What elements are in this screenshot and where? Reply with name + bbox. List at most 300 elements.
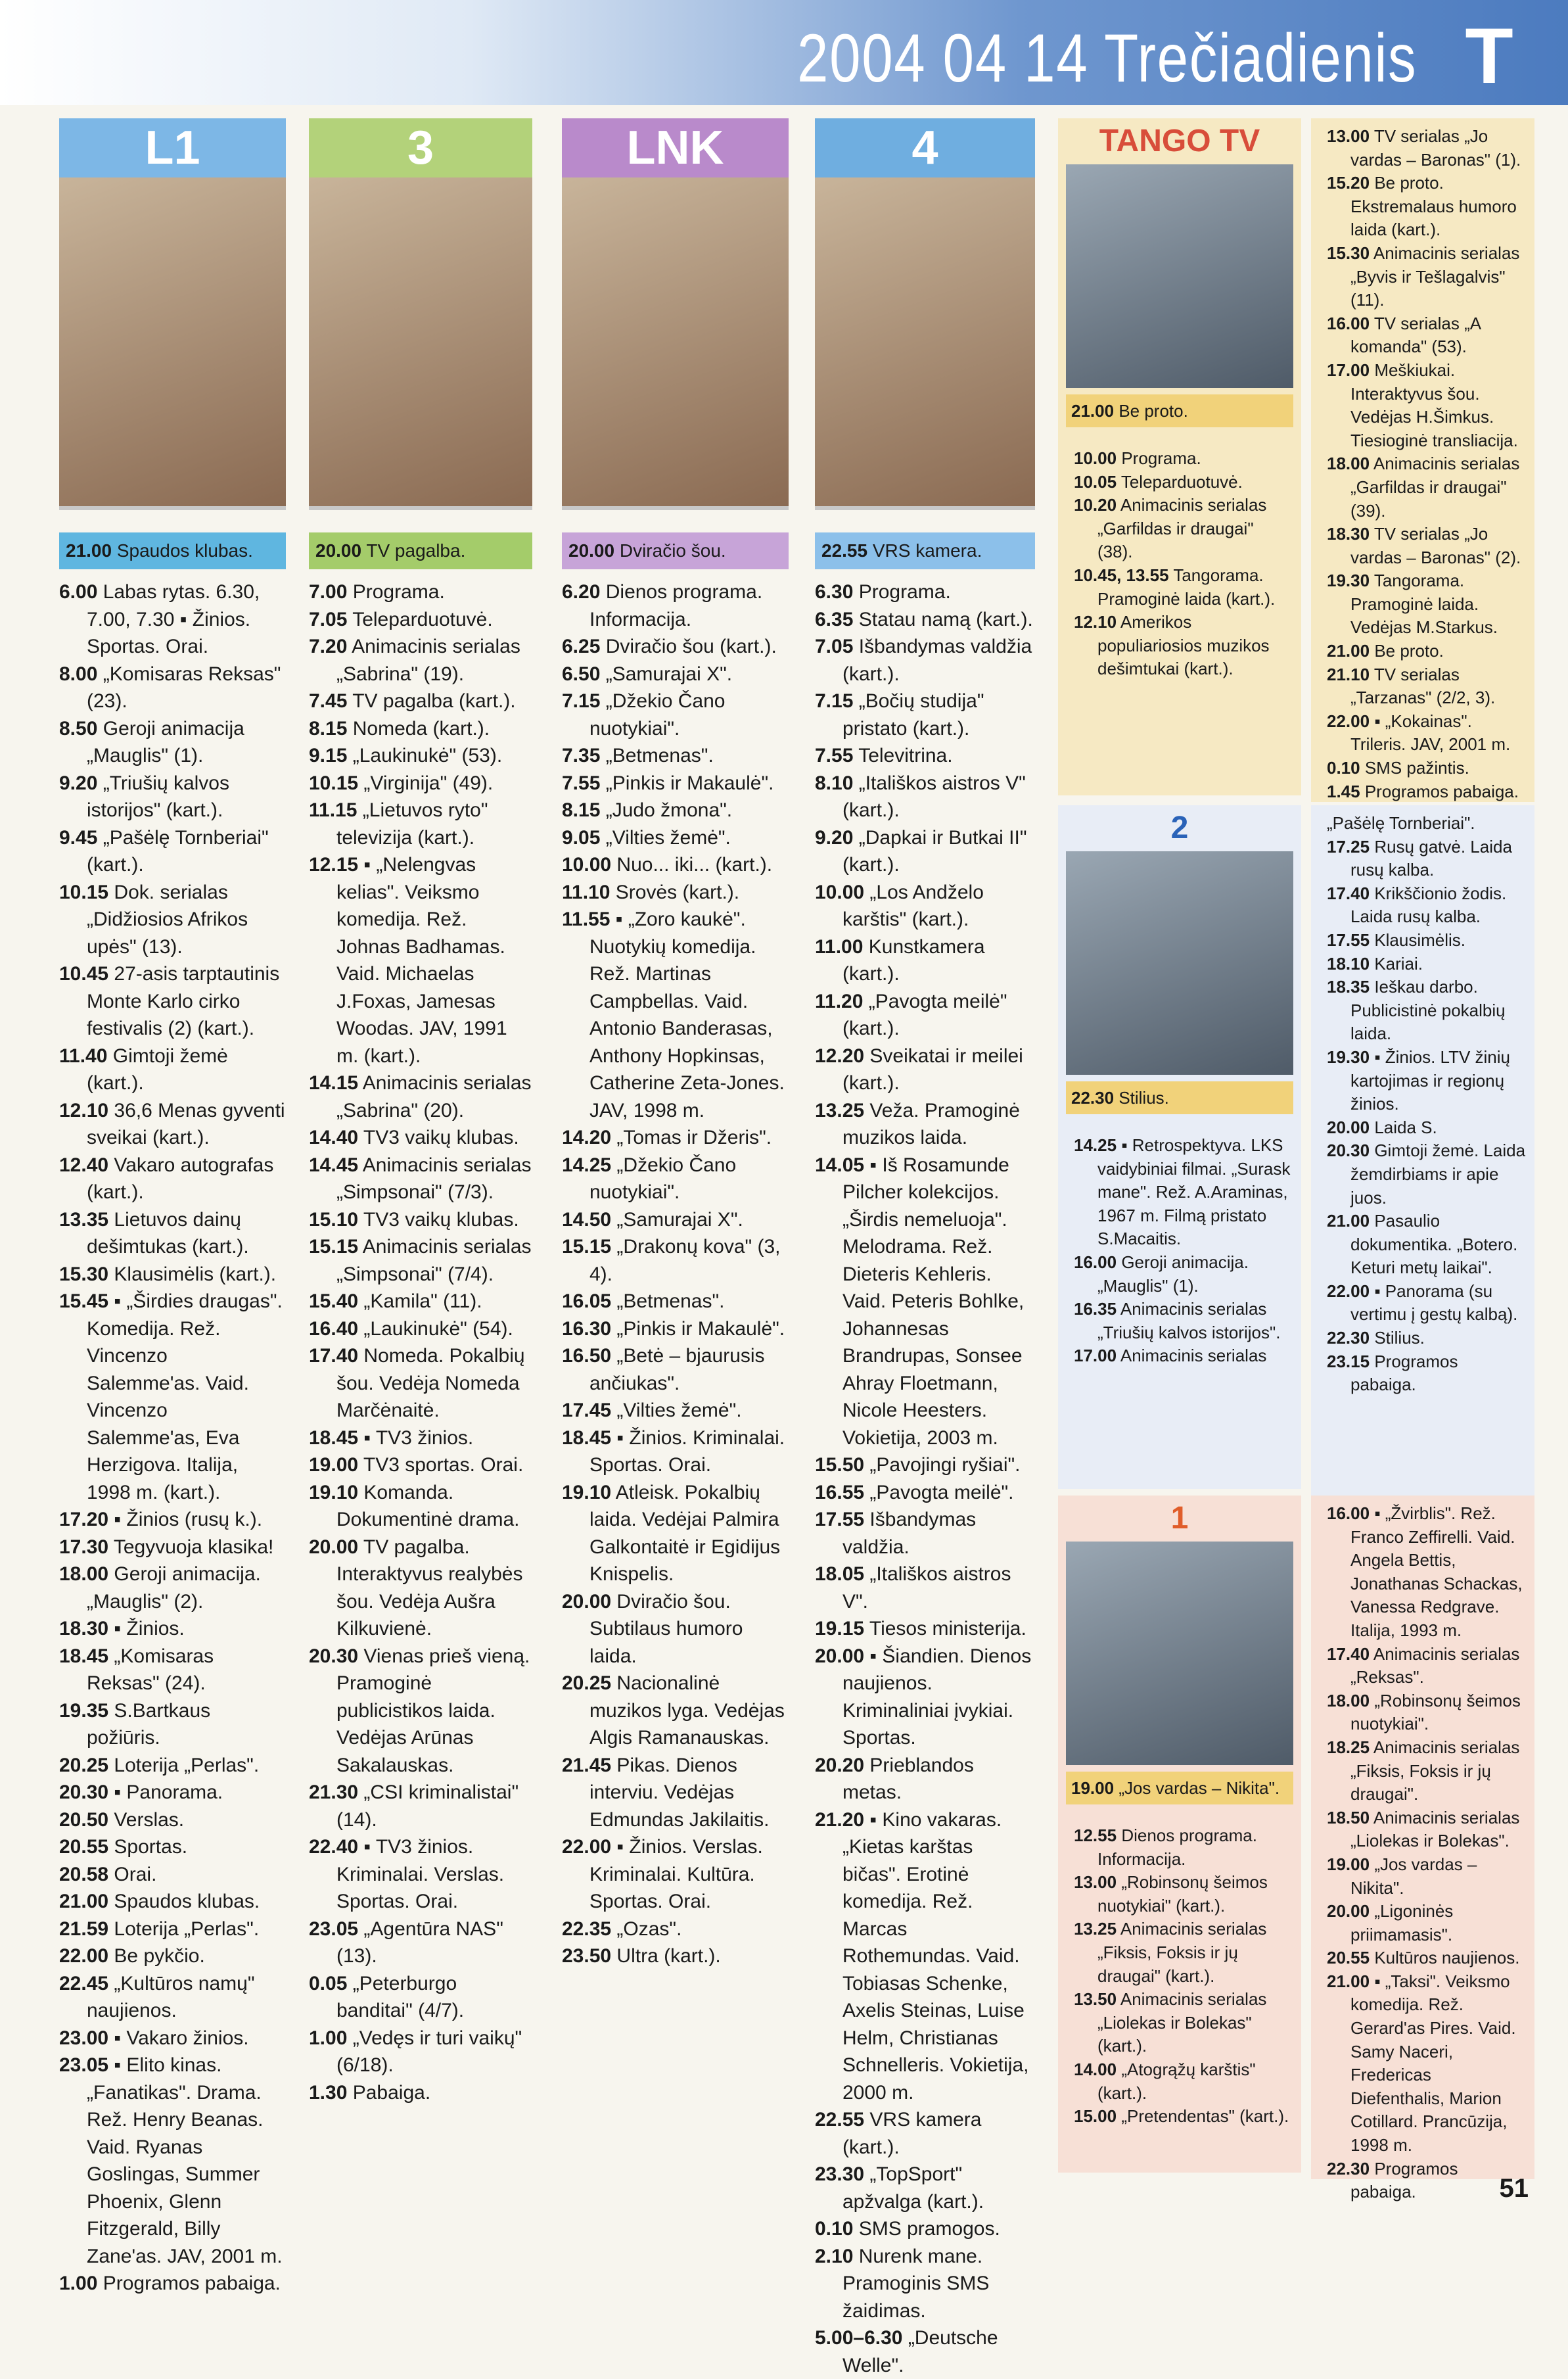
program-item <box>562 797 789 824</box>
program-title: Nomeda (kart.). <box>352 717 490 740</box>
program-item <box>309 1916 532 1970</box>
program-item <box>309 1233 532 1288</box>
caption-time: 21.00 <box>66 540 112 561</box>
program-item <box>1327 1046 1527 1116</box>
program-item <box>1327 312 1527 359</box>
program-item <box>1327 929 1527 953</box>
program-time: 1.30 <box>309 2081 348 2104</box>
channel-logo: 4 <box>911 122 938 174</box>
program-time: 7.05 <box>309 608 348 630</box>
program-item <box>59 1970 286 2025</box>
program-title: „Jos vardas – Nikita". <box>1350 1854 1477 1898</box>
program-time: 20.30 <box>59 1781 109 1803</box>
caption-text: VRS kamera. <box>872 540 982 561</box>
program-item <box>309 1124 532 1152</box>
program-item <box>59 2025 286 2052</box>
caption-time: 22.55 <box>821 540 868 561</box>
program-title: ▪ Žinios. Kriminalai. Sportas. Orai. <box>589 1426 785 1476</box>
program-item <box>59 879 286 961</box>
program-time: 11.00 <box>815 935 864 958</box>
program-time: 16.00 <box>1074 1252 1117 1272</box>
program-title: Klausimėlis (kart.). <box>114 1263 277 1285</box>
program-time: 22.40 <box>309 1836 359 1858</box>
program-time: 14.50 <box>562 1208 612 1231</box>
program-title: „Pinkis ir Makaulė". <box>605 772 774 794</box>
program-time: 13.25 <box>1074 1919 1117 1939</box>
program-item <box>815 879 1035 933</box>
day-letter-badge: T <box>1465 12 1513 100</box>
program-item <box>1327 953 1527 976</box>
program-item <box>562 879 789 907</box>
program-time: 15.10 <box>309 1208 359 1231</box>
program-title: ▪ TV3 žinios. <box>363 1426 474 1449</box>
program-time: 10.15 <box>59 881 109 903</box>
program-item <box>309 1643 532 1779</box>
program-time: 23.00 <box>59 2027 109 2049</box>
program-title: Dienos programa. Informacija. <box>589 581 763 630</box>
program-item <box>59 1152 286 1206</box>
program-title: „Robinsonų šeimos nuotykiai". <box>1350 1690 1521 1734</box>
program-time: 6.00 <box>59 581 98 603</box>
channel-photo <box>59 177 286 510</box>
program-title: „Judo žmona". <box>605 799 733 821</box>
program-title: „Pavogta meilė". <box>869 1481 1014 1503</box>
program-item <box>1327 1327 1527 1350</box>
program-time: 7.45 <box>309 690 348 712</box>
program-time: 19.15 <box>815 1618 865 1639</box>
program-title: Krikščionio žodis. Laida rusų kalba. <box>1350 883 1507 927</box>
program-title: Nurenk mane. Pramoginis SMS žaidimas. <box>842 2245 990 2322</box>
program-title: Programa. <box>352 581 445 603</box>
channel-photo <box>1066 164 1293 388</box>
program-title: ▪ Panorama (su vertimu į gestų kalbą). <box>1350 1281 1518 1325</box>
program-item <box>562 851 789 879</box>
program-item <box>309 2079 532 2107</box>
program-item <box>1327 1736 1527 1806</box>
program-time: 22.00 <box>562 1836 612 1858</box>
program-item <box>1327 1116 1527 1140</box>
program-time: 12.20 <box>815 1045 865 1067</box>
program-title: „Kultūros namų" naujienos. <box>87 1972 255 2021</box>
program-title: ▪ Iš Rosamunde Pilcher kolekcijos. „Širdis nemeluoja". Melodrama. Rež. Dieteris Kehleris. Vaid. Peteris Bohlke, Johannesas Brandrupas, Sonsee Ahray Floetmann, Nicole Heesters. Vokietija, 2003 m. <box>842 1154 1025 1449</box>
program-title: ▪ TV3 žinios. Kriminalai. Verslas. Sportas. Orai. <box>336 1836 505 1912</box>
caption-text: Dviračio šou. <box>619 540 726 561</box>
program-time: 18.00 <box>1327 1690 1370 1710</box>
program-title: Klausimėlis. <box>1374 930 1466 950</box>
program-title: „Pinkis ir Makaulė". <box>616 1317 785 1340</box>
program-item <box>309 1479 532 1534</box>
program-item <box>1327 836 1527 882</box>
program-time: 7.55 <box>815 745 854 766</box>
program-time: 9.20 <box>59 772 98 794</box>
program-time: 13.00 <box>1327 126 1370 146</box>
program-title: TV3 vaikų klubas. <box>363 1127 519 1148</box>
program-item <box>1327 569 1527 640</box>
channel-logo-bar <box>309 118 532 177</box>
program-item <box>59 2052 286 2270</box>
channel-logo: LNK <box>626 122 724 174</box>
program-time: 16.50 <box>562 1345 612 1367</box>
program-item <box>562 1752 789 1834</box>
caption-text: Spaudos klubas. <box>116 540 253 561</box>
program-item <box>309 1451 532 1479</box>
program-title: Animacinis serialas „Fiksis, Foksis ir jų draugai". <box>1350 1737 1520 1804</box>
program-item <box>1327 882 1527 929</box>
program-title: Animacinis serialas „Liolekas ir Bolekas" (kart.). <box>1097 1989 1267 2056</box>
program-time: 21.59 <box>59 1918 109 1940</box>
caption-time: 22.30 <box>1071 1088 1115 1108</box>
program-item <box>1074 1344 1293 1368</box>
program-title: SMS pažintis. <box>1364 758 1469 778</box>
program-item <box>59 1534 286 1561</box>
program-time: 16.40 <box>309 1317 359 1340</box>
program-item <box>815 578 1035 606</box>
photo-caption <box>562 532 789 569</box>
program-item <box>1074 611 1293 681</box>
program-time: 7.20 <box>309 636 348 657</box>
program-title: ▪ Žinios. <box>114 1618 185 1639</box>
program-title: „Triušių kalvos istorijos" (kart.). <box>87 772 229 821</box>
program-item <box>59 1206 286 1261</box>
program-time: 16.30 <box>562 1317 612 1340</box>
program-title: Programos pabaiga. <box>1350 2158 1458 2202</box>
caption-time: 20.00 <box>315 540 362 561</box>
program-time: 22.00 <box>59 1945 109 1967</box>
program-time: 12.10 <box>59 1099 109 1121</box>
program-time: 21.10 <box>1327 664 1370 684</box>
program-item <box>815 1752 1035 1806</box>
program-title: TV pagalba. Interaktyvus realybės šou. Vedėja Aušra Kilkuvienė. <box>336 1536 523 1639</box>
program-time: 10.20 <box>1074 495 1117 515</box>
program-title: Spaudos klubas. <box>114 1891 260 1912</box>
program-title: Animacinis serialas „Sabrina" (20). <box>336 1072 532 1121</box>
program-time: 9.15 <box>309 745 348 766</box>
program-item <box>815 1043 1035 1097</box>
program-item <box>1327 812 1527 836</box>
program-time: 18.10 <box>1327 953 1370 974</box>
program-time: 23.05 <box>59 2054 109 2076</box>
page-number: 51 <box>1499 2174 1529 2203</box>
program-list <box>562 578 789 1970</box>
program-item <box>309 770 532 797</box>
program-list <box>1327 1502 1527 2204</box>
channel-photo <box>1066 1542 1293 1765</box>
program-item <box>309 1833 532 1916</box>
program-title: „Samurajai X". <box>616 1208 743 1231</box>
program-title: „Deutsche Welle". <box>842 2327 998 2376</box>
program-time: 13.00 <box>1074 1872 1117 1893</box>
program-title: Animacinis serialas „Liolekas ir Bolekas". <box>1350 1807 1520 1851</box>
program-item <box>562 578 789 633</box>
program-time: 17.00 <box>1327 360 1370 380</box>
program-item <box>1327 1689 1527 1736</box>
program-title: Programos pabaiga. <box>1364 781 1519 801</box>
program-title: „Laukinukė" (53). <box>352 745 503 766</box>
program-title: „Kamila" (11). <box>363 1290 482 1312</box>
program-item <box>59 770 286 824</box>
program-item <box>59 578 286 661</box>
program-title: ▪ „Nelengvas kelias". Veiksmo komedija. Rež. Johnas Badhamas. Vaid. Michaelas J.Foxas, Jamesas Woodas. JAV, 1991 m. (kart.). <box>336 854 507 1067</box>
program-title: TV serialas „Jo vardas – Baronas" (1). <box>1350 126 1521 170</box>
program-title: ▪ Elito kinas. „Fanatikas". Drama. Rež. Henry Beanas. Vaid. Ryanas Goslingas, Summer Phoenix, Glenn Fitzgerald, Billy Zane'as. JAV, 2001 m. <box>87 2054 283 2267</box>
program-item <box>815 2324 1035 2379</box>
program-title: ▪ „Kokainas". Trileris. JAV, 2001 m. <box>1350 711 1511 755</box>
program-title: „Vedęs ir turi vaikų" (6/18). <box>336 2027 522 2076</box>
program-time: 22.00 <box>1327 711 1370 731</box>
program-title: „Pretendentas" (kart.). <box>1121 2106 1289 2127</box>
program-time: 23.05 <box>309 1918 359 1940</box>
program-item <box>309 2025 532 2079</box>
program-item <box>309 797 532 851</box>
program-item <box>1327 359 1527 452</box>
program-item <box>1327 1139 1527 1210</box>
program-title: „Betė – bjaurusis ančiukas". <box>589 1345 765 1394</box>
program-item <box>309 1779 532 1833</box>
program-time: 6.35 <box>815 608 854 630</box>
program-time: 14.05 <box>815 1154 865 1176</box>
program-time: 17.55 <box>1327 930 1370 950</box>
program-item <box>59 2270 286 2297</box>
program-time: 10.45, 13.55 <box>1074 565 1169 585</box>
program-time: 22.00 <box>1327 1281 1370 1301</box>
program-title: Lietuvos dainų dešimtukas (kart.). <box>87 1208 249 1258</box>
channel-tango <box>1058 118 1301 795</box>
program-item <box>562 1833 789 1916</box>
caption-time: 20.00 <box>568 540 615 561</box>
program-item <box>1327 523 1527 569</box>
program-item <box>562 661 789 688</box>
program-item <box>1074 2105 1293 2129</box>
program-time: 20.20 <box>815 1754 865 1776</box>
program-item <box>59 661 286 715</box>
program-item <box>815 988 1035 1043</box>
program-title: „TopSport" apžvalga (kart.). <box>842 2163 984 2213</box>
program-item <box>59 1043 286 1097</box>
program-time: 20.00 <box>562 1590 612 1613</box>
program-item <box>309 851 532 1070</box>
program-title: Televitrina. <box>858 745 953 766</box>
program-time: 15.20 <box>1327 173 1370 193</box>
program-title: „CSI kriminalistai" (14). <box>336 1781 519 1831</box>
program-title: Animacinis serialas „Sabrina" (19). <box>336 636 520 685</box>
program-time: 10.15 <box>309 772 359 794</box>
program-time: 8.00 <box>59 663 98 685</box>
channel-baltic <box>1058 1496 1301 2173</box>
program-time: 7.55 <box>562 772 601 794</box>
channel-logo: 2 <box>1170 811 1189 845</box>
program-title: ▪ Šiandien. Dienos naujienos. Kriminaliniai įvykiai. Sportas. <box>842 1645 1032 1749</box>
program-title: „Vilties žemė". <box>616 1400 742 1421</box>
channel-ltv2 <box>1058 805 1301 1489</box>
program-time: 22.45 <box>59 1972 109 1994</box>
program-time: 14.25 <box>562 1154 612 1176</box>
program-item <box>59 1806 286 1834</box>
program-title: Dienos programa. Informacija. <box>1097 1825 1257 1869</box>
program-list <box>815 578 1035 2379</box>
channel-photo <box>1066 851 1293 1075</box>
program-item <box>815 770 1035 824</box>
program-time: 1.00 <box>309 2027 348 2049</box>
program-item <box>815 1615 1035 1643</box>
program-title: TV serialas „A komanda" (53). <box>1350 313 1481 357</box>
program-title: Sportas. <box>114 1836 188 1858</box>
program-title: Tiesos ministerija. <box>869 1618 1026 1639</box>
channel-logo: L1 <box>145 122 200 174</box>
program-time: 19.10 <box>562 1481 612 1503</box>
program-title: Stilius. <box>1374 1328 1425 1348</box>
program-item <box>815 2106 1035 2161</box>
program-title: Loterija „Perlas". <box>114 1754 260 1776</box>
program-item <box>815 606 1035 634</box>
program-time: 20.00 <box>309 1536 359 1558</box>
program-title: Išbandymas valdžia. <box>842 1509 977 1558</box>
caption-text: Stilius. <box>1118 1088 1169 1108</box>
program-time: 13.35 <box>59 1208 109 1231</box>
program-title: „Džekio Čano nuotykiai". <box>589 690 726 740</box>
program-time: 21.00 <box>1327 1211 1370 1231</box>
program-title: „Robinsonų šeimos nuotykiai" (kart.). <box>1097 1872 1268 1916</box>
program-item <box>1327 1280 1527 1327</box>
program-title: „Lietuvos ryto" televizija (kart.). <box>336 799 488 849</box>
program-time: 18.35 <box>1327 977 1370 997</box>
program-time: 22.30 <box>1327 2158 1370 2179</box>
program-time: 15.15 <box>562 1236 612 1258</box>
program-title: Geroji animacija. „Mauglis" (2). <box>87 1563 261 1613</box>
program-time: 18.00 <box>1327 454 1370 474</box>
program-list <box>309 578 532 2106</box>
program-title: Tegyvuoja klasika! <box>113 1536 274 1558</box>
program-time: 22.30 <box>1327 1328 1370 1348</box>
program-time: 17.40 <box>1327 883 1370 903</box>
program-title: „Komisaras Reksas" (23). <box>87 663 281 712</box>
program-title: Vienas prieš vieną. Pramoginė publicistikos laida. Vedėjas Arūnas Sakalauskas. <box>336 1645 530 1776</box>
program-item <box>562 1943 789 1970</box>
program-title: Programos pabaiga. <box>103 2273 281 2294</box>
program-title: Gimtoji žemė (kart.). <box>87 1045 228 1094</box>
program-item <box>1327 1350 1527 1397</box>
program-title: Be proto. Ekstremalaus humoro laida (kart.). <box>1350 173 1517 240</box>
program-title: Orai. <box>114 1863 157 1885</box>
program-title: „Drakonų kova" (3, 4). <box>589 1236 781 1285</box>
channel-logo: 1 <box>1170 1501 1189 1536</box>
program-time: 18.45 <box>562 1426 612 1449</box>
program-item <box>1327 452 1527 523</box>
program-item <box>309 578 532 606</box>
program-title: ▪ „Širdies draugas". Komedija. Rež. Vincenzo Salemme'as. Vaid. Vincenzo Salemme'as, Eva Herzigova. Italija, 1998 m. (kart.). <box>87 1290 283 1503</box>
program-time: 21.00 <box>1327 1971 1370 1991</box>
program-title: „Itališkos aistros V" (kart.). <box>842 772 1026 821</box>
program-title: Animacinis serialas „Garfildas ir draugai" (38). <box>1097 495 1267 562</box>
channel-photo <box>562 177 789 510</box>
program-item <box>815 1097 1035 1152</box>
program-item <box>1327 1900 1527 1946</box>
program-time: 11.15 <box>309 799 357 821</box>
channel-logo: TANGO TV <box>1099 124 1260 158</box>
channel-photo <box>815 177 1035 510</box>
program-time: 6.30 <box>815 581 854 603</box>
program-time: 0.10 <box>1327 758 1360 778</box>
program-title: Kultūros naujienos. <box>1374 1948 1520 1968</box>
program-time: 8.10 <box>815 772 854 794</box>
program-title: Geroji animacija „Mauglis" (1). <box>87 717 244 766</box>
program-title: Nacionalinė muzikos lyga. Vedėjas Algis Ramanauskas. <box>589 1672 785 1749</box>
program-item <box>562 1315 789 1343</box>
program-time: 21.00 <box>1327 641 1370 661</box>
program-title: TV pagalba (kart.). <box>352 690 516 712</box>
program-list <box>59 578 286 2297</box>
program-time: 21.30 <box>309 1781 359 1803</box>
program-item <box>562 1152 789 1206</box>
program-item <box>815 1806 1035 2107</box>
program-title: „Ligoninės priimamasis". <box>1350 1901 1454 1944</box>
program-time: 6.25 <box>562 636 601 657</box>
program-time: 20.58 <box>59 1863 109 1885</box>
program-item <box>59 1752 286 1779</box>
program-item <box>309 1315 532 1343</box>
program-title: Animacinis serialas „Byvis ir Tešlagalvis" (11). <box>1350 243 1520 310</box>
program-item <box>59 715 286 770</box>
program-title: „Tomas ir Džeris". <box>616 1127 772 1148</box>
program-item <box>1327 757 1527 780</box>
program-item <box>562 1425 789 1479</box>
program-item <box>59 1888 286 1916</box>
program-time: 14.45 <box>309 1154 359 1176</box>
program-item <box>1327 1643 1527 1689</box>
program-time: 12.10 <box>1074 612 1117 632</box>
program-item <box>1074 1251 1293 1298</box>
program-item <box>309 633 532 688</box>
program-title: „Bočių studija" pristato (kart.). <box>842 690 984 740</box>
program-title: TV3 vaikų klubas. <box>363 1208 519 1231</box>
program-item <box>815 1643 1035 1752</box>
program-title: Vakaro autografas (kart.). <box>87 1154 274 1203</box>
program-item <box>1327 1210 1527 1280</box>
program-time: 9.05 <box>562 826 601 849</box>
program-time: 14.40 <box>309 1127 359 1148</box>
program-time: 19.10 <box>309 1481 359 1503</box>
program-title: Programos pabaiga. <box>1350 1351 1458 1395</box>
program-item <box>1327 1806 1527 1853</box>
program-item <box>562 1233 789 1288</box>
program-time: 19.35 <box>59 1699 109 1722</box>
program-title: „Betmenas". <box>605 745 714 766</box>
program-time: 10.00 <box>562 854 612 876</box>
program-title: SMS pramogos. <box>858 2218 1000 2240</box>
channel-photo <box>309 177 532 510</box>
program-item <box>59 824 286 879</box>
program-time: 1.45 <box>1327 781 1360 801</box>
photo-caption <box>59 532 286 569</box>
photo-caption <box>309 532 532 569</box>
photo-caption <box>1066 1772 1293 1804</box>
program-title: „Dapkai ir Butkai II" (kart.). <box>842 826 1027 876</box>
program-title: Kunstkamera (kart.). <box>842 935 985 985</box>
program-item <box>59 1861 286 1889</box>
program-title: Geroji animacija. „Mauglis" (1). <box>1097 1252 1249 1296</box>
program-time: 20.50 <box>59 1808 109 1831</box>
program-title: „Ozas". <box>616 1918 682 1940</box>
program-time: 14.00 <box>1074 2059 1117 2079</box>
program-time: 19.30 <box>1327 571 1370 591</box>
program-title: Pasaulio dokumentika. „Botero. Keturi metų laikai". <box>1350 1211 1518 1278</box>
program-time: 11.20 <box>815 990 864 1012</box>
program-time: 11.10 <box>562 881 611 903</box>
program-time: 12.55 <box>1074 1825 1117 1845</box>
program-title: Animacinis serialas „Garfildas ir draugai" (39). <box>1350 454 1520 521</box>
program-title: Labas rytas. 6.30, 7.00, 7.30 ▪ Žinios. Sportas. Orai. <box>87 581 260 657</box>
program-time: 20.00 <box>1327 1901 1370 1921</box>
program-title: Rusų gatvė. Laida rusų kalba. <box>1350 836 1512 880</box>
